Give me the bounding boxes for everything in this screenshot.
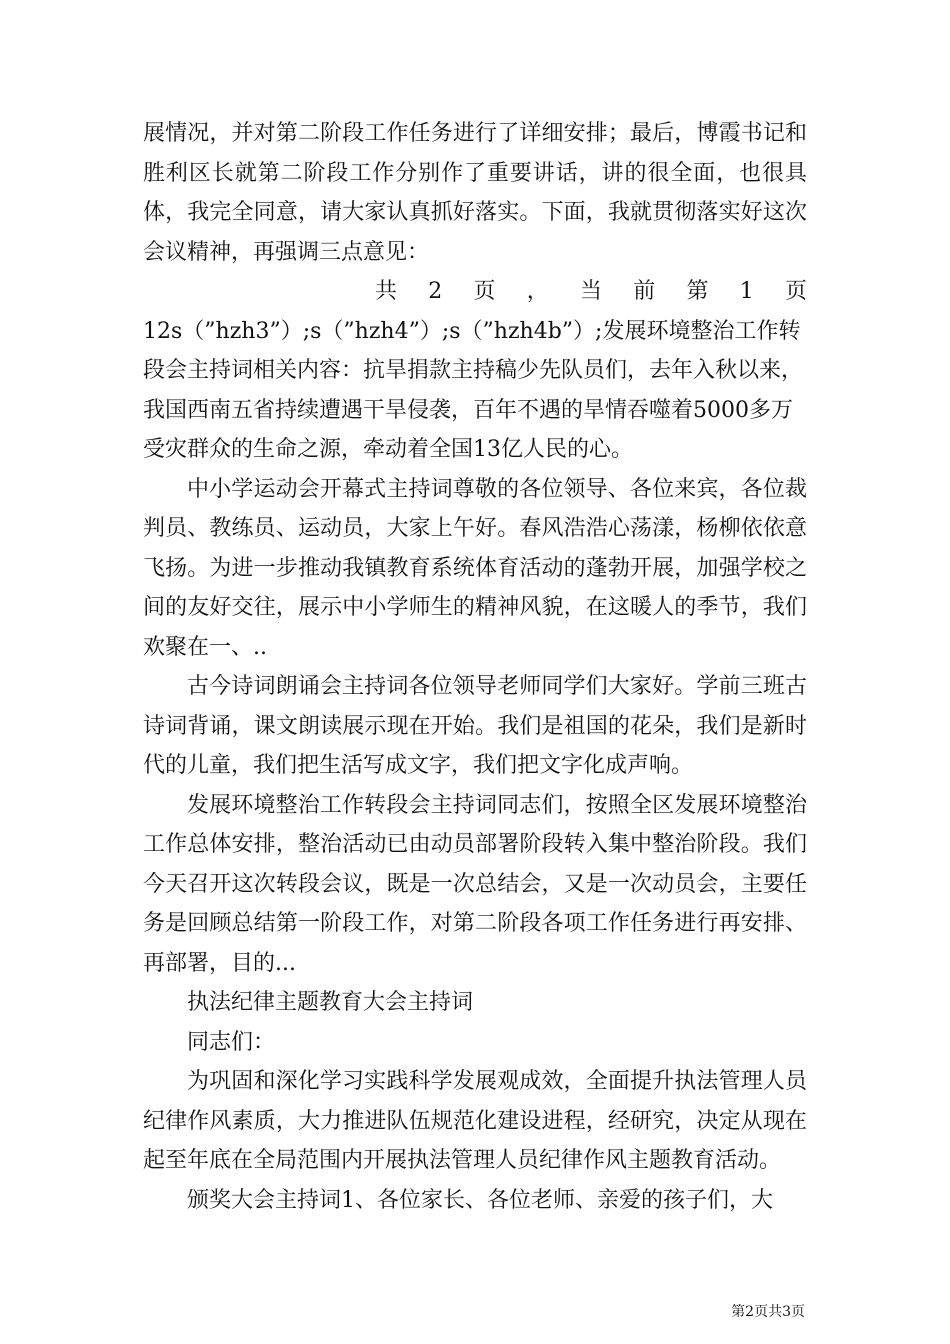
- pager-total: 2: [428, 279, 443, 304]
- pager-current: 1: [739, 279, 754, 304]
- salutation: 同志们：: [187, 1029, 276, 1055]
- pager-di: 第: [686, 279, 709, 304]
- page-footer: 第2页共3页: [731, 1304, 805, 1320]
- heading-law-education: 执法纪律主题教育大会主持词: [187, 990, 474, 1015]
- paragraph-intro: 展情况，并对第二阶段工作任务进行了详细安排；最后，博霞书记和胜利区长就第二阶段工作分别作了重要讲话，讲的很全面，也很具体，我完全同意，请大家认真抓好落实。下面，我就贯彻落实好这次会议精神，再强调三点意见：: [143, 121, 807, 265]
- paragraph-award-ceremony: 颁奖大会主持词1、各位家长、各位老师、亲爱的孩子们，大: [187, 1187, 773, 1213]
- document-body: [143, 114, 807, 1220]
- paragraph-poetry-recital: 古今诗词朗诵会主持词各位领导老师同学们大家好。学前三班古诗词背诵，课文朗读展示现在开始。我们是祖国的花朵，我们是新时代的儿童，我们把生活写成文字，我们把文字化成声响。: [143, 674, 807, 778]
- paragraph-law-education: 为巩固和深化学习实践科学发展观成效，全面提升执法管理人员纪律作风素质，大力推进队伍规范化建设进程，经研究，决定从现在起至年底在全局范围内开展执法管理人员纪律作风主题教育活动。: [143, 1069, 807, 1173]
- pager-ye-2: 页: [784, 279, 807, 304]
- paragraph-sports-meeting: 中小学运动会开幕式主持词尊敬的各位领导、各位来宾，各位裁判员、教练员、运动员，大家上午好。春风浩浩心荡漾，杨柳依依意飞扬。为进一步推动我镇教育系统体育活动的蓬勃开展，加强学校之间的友好交往，展示中小学师生的精神风貌，在这暖人的季节，我们欢聚在一、..: [143, 476, 807, 660]
- pager-gong: 共: [375, 279, 398, 304]
- page-counter-line: [143, 272, 807, 312]
- pager-dang: 当: [579, 279, 602, 304]
- paragraph-environment-meeting: 发展环境整治工作转段会主持词同志们，按照全区发展环境整治工作总体安排，整治活动已由动员部署阶段转入集中整治阶段。我们今天召开这次转段会议，既是一次总结会，又是一次动员会，主要任务是回顾总结第一阶段工作，对第二阶段各项工作任务进行再安排、再部署，目的...: [143, 792, 807, 976]
- pager-qian: 前: [633, 279, 656, 304]
- paragraph-code-fragment: 12s（”hzh3”）;s（”hzh4”）;s（”hzh4b”）;发展环境整治工作转段会主持词相关内容：抗旱捐款主持稿少先队员们，去年入秋以来，我国西南五省持续遭遇干旱侵袭，百年不遇的旱情吞噬着5000多万受灾群众的生命之源，牵动着全国13亿人民的心。: [143, 318, 804, 462]
- pager-ye: 页: [473, 279, 496, 304]
- pager-comma: ，: [526, 279, 549, 304]
